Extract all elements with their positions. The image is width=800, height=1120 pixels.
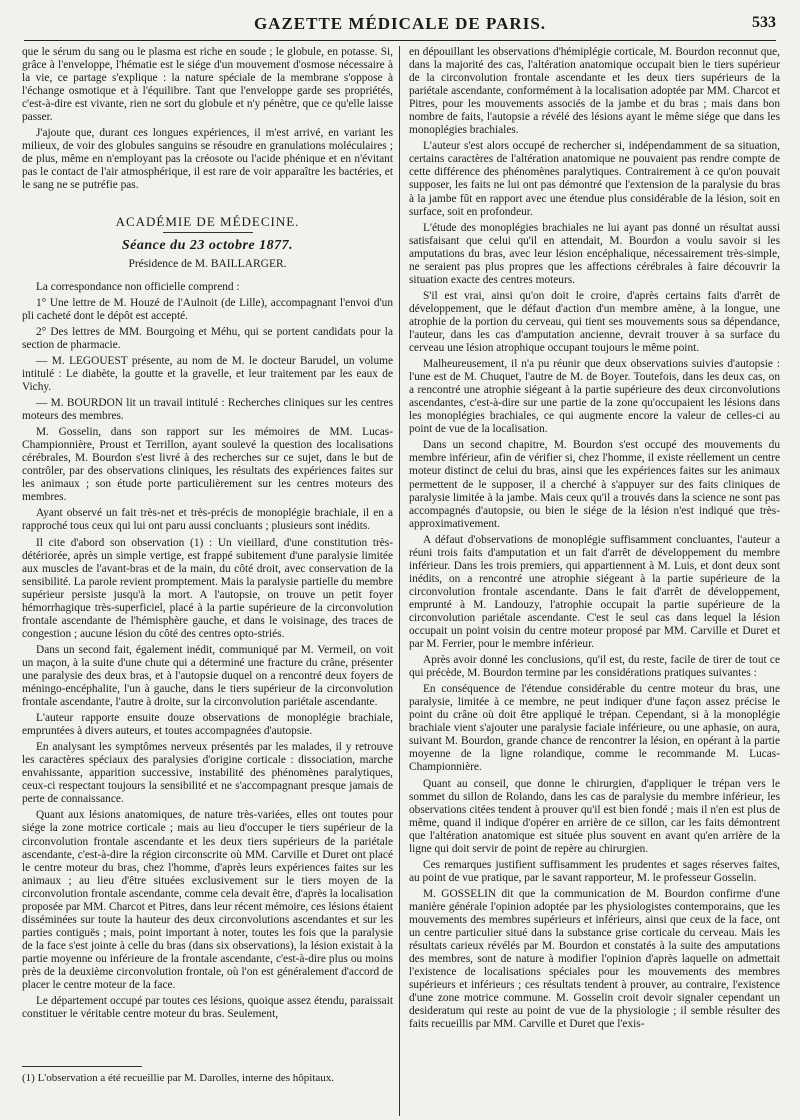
paragraph: — M. LEGOUEST présente, au nom de M. le docteur Barudel, un volume intitulé : Le diabète, la goutte et la gravelle, et leur traitement par les eaux de Vichy.	[22, 354, 393, 393]
page-header	[24, 14, 776, 41]
column-rule	[399, 46, 400, 1116]
paragraph: L'étude des monoplégies brachiales ne lui ayant pas donné un résultat aussi satisfaisant que celui qu'il en attendait, M. Bourdon a voulu savoir si les amputations du bras, avec leur lésion encéphalique, nécessairement très-simple, ne seraient pas plus propres que les affections cérébrales à faire découvrir la situation exacte des centres moteurs.	[409, 221, 780, 286]
session-title: Séance du 23 octobre 1877.	[121, 237, 294, 253]
paragraph: S'il est vrai, ainsi qu'on doit le croire, d'après certains faits d'arrêt de développement, que le défaut d'action d'un membre amène, à la longue, une atrophie de la portion du cerveau, qui tient ses mouvements sous sa dépendance, l'auteur, dans les cas d'amputation ancienne, devrait trouver à sa surface du cerveau une lésion atrophique occupant toujours le même point.	[409, 289, 780, 355]
paragraph: En analysant les symptômes nerveux présentés par les malades, il y retrouve les caractères spéciaux des paralysies d'origine corticale : dissociation, marche envahissante, apparition successive, instabilité des phénomènes paralytiques, ceux-ci respectant toujours la sensibilité et ne s'accompagnant presque jamais de perte de connaissance.	[22, 741, 393, 806]
paragraph: M. GOSSELIN dit que la communication de M. Bourdon confirme d'une manière générale l'opinion adoptée par les physiologistes contemporains, que les mouvements des membres supérieurs et inférieurs, ainsi que ceux de la face, ont un centre particulier situé dans la substance grise corticale du cerveau. Mais les résultats carieux révélés par M. Bourdon et constatés à la suite des amputations des membres, sont de nature à modifier l'opinion d'après laquelle on admettait l'existence de localisations spéciales pour les mouvements des membres supérieurs et inférieurs ; ces résultats tendent à prouver, au contraire, l'existence d'une zone motrice commune. M. Gosselin croit devoir signaler cependant un desideratum qui reste au point de vue de la physiologie ; il semble résulter des faits recueillis par MM. Carville et Duret que l'exis-	[409, 887, 780, 1031]
paragraph: que le sérum du sang ou le plasma est riche en soude ; le globule, en potasse. Si, grâce à l'enveloppe, l'hématie est le siége d'un mouvement d'osmose nécessaire à la vie, ce partage s'explique : la nature spéciale de la membrane s'oppose à l'échange osmotique et à l'équilibre. Tant que l'enveloppe garde ses propriétés, c'est-à-dire est vivante, rien ne sort du globule et n'y pénètre, que ce qu'elle laisse passer.	[22, 46, 393, 124]
paragraph: en dépouillant les observations d'hémiplégie corticale, M. Bourdon reconnut que, dans la majorité des cas, l'altération anatomique occupait bien le tiers supérieur de la circonvolution frontale ascendante et les deux tiers supérieurs de la pariétale ascendante, conformément à la localisation adoptée par MM. Charcot et Pitres, pour les mouvements associés de la jambe et du bras ; mais dans bon nombre de faits, l'autopsie a révélé des lésions ayant le même siége que dans les monoplégies brachiales.	[409, 46, 780, 137]
section-heading: ACADÉMIE DE MÉDECINE.	[115, 213, 300, 229]
paragraph: Après avoir donné les conclusions, qu'il est, du reste, facile de tirer de tout ce qui précède, M. Bourdon termine par les considérations pratiques suivantes :	[409, 654, 780, 680]
page-number: 533	[752, 14, 776, 31]
footnote: (1) L'observation a été recueillie par M. Darolles, interne des hôpitaux.	[22, 1072, 335, 1084]
section-header	[22, 215, 393, 271]
left-column	[22, 46, 393, 1062]
paragraph: 2° Des lettres de MM. Bourgoing et Méhu, qui se portent candidats pour la section de pharmacie.	[22, 325, 393, 351]
paragraph: Il cite d'abord son observation (1) : Un vieillard, d'une constitution très-détériorée, après un simple vertige, est frappé subitement d'une paralysie limitée aux muscles de l'avant-bras et de la main, du côté droit, avec conservation de la sensibilité. La parole revient promptement. Mais la paralysie partielle du membre supérieur persiste jusqu'à la mort. A l'autopsie, on trouve un petit foyer hémorrhagique très-superficiel, placé à la partie supérieure de la circonvolution frontale ascendante de l'hémisphère gauche, et dans le voisinage, des traces de congestion ; aucune lésion du côté des centres opto-striés.	[22, 536, 393, 640]
paragraph: Quant au conseil, que donne le chirurgien, d'appliquer le trépan vers le sommet du sillon de Rolando, dans les cas de paralysie du membre inférieur, les observations citées tendent à prouver qu'il est bien fondé ; mais il n'en est plus de même, quand il indique d'opérer en arrière de ce sillon, car les faits démontrent que l'altération anatomique est située plus souvent en avant qu'en arrière de la ligne qui doit servir de point de repère au chirurgien.	[409, 777, 780, 855]
paragraph: — M. BOURDON lit un travail intitulé : Recherches cliniques sur les centres moteurs des membres.	[22, 397, 393, 423]
paragraph: J'ajoute que, durant ces longues expériences, il m'est arrivé, en variant les milieux, de voir des globules sanguins se résoudre en granulations moléculaires ; de plus, même en n'employant pas la créosote ou l'acide phénique et en n'évitant pas le contact de l'air atmosphérique, il est rare de voir apparaître les bactéries, et le sang ne se putréfie pas.	[22, 127, 393, 192]
paragraph: L'auteur rapporte ensuite douze observations de monoplégie brachiale, empruntées à divers auteurs, et toutes accompagnées d'autopsie.	[22, 712, 393, 738]
paragraph: L'auteur s'est alors occupé de rechercher si, indépendamment de sa situation, certains caractères de l'altération anatomique ne pouvaient pas rendre compte de cette différence des phénomènes paralytiques. Contrairement à ce qu'on pouvait supposer, les faits ne lui ont pas démontré que l'extension de la paralysie du bras à la jambe fût en rapport avec une étendue plus considérable de la lésion, soit en surface, soit en profondeur.	[409, 140, 780, 218]
journal-title: GAZETTE MÉDICALE DE PARIS.	[253, 14, 547, 33]
paragraph: Le département occupé par toutes ces lésions, quoique assez étendu, paraissait constituer le véritable centre moteur du bras. Seulement,	[22, 995, 393, 1021]
paragraph: A défaut d'observations de monoplégie suffisamment concluantes, l'auteur a réuni trois faits d'amputation et un fait d'arrêt de développement du membre inférieur. Dans les trois premiers, qui appartiennent à M. Luis, et dont deux sont inédits, on a rencontré une atrophie siégeant à la partie supérieure de la circonvolution frontale ascendante. Dans le fait d'arrêt de développement, emprunté à M. Landouzy, l'atrophie occupait la partie supérieure de la circonvolution pariétale ascendante. C'est le seul cas dans lequel la lésion occupait un point voisin du centre moteur proposé par MM. Carville et Duret et par M. Ferrier, pour le membre inférieur.	[409, 533, 780, 651]
paragraph: Dans un second chapitre, M. Bourdon s'est occupé des mouvements du membre inférieur, afin de vérifier si, chez l'homme, il existe réellement un centre moteur distinct de celui du bras, ainsi que les expériences faites sur les animaux permettent de le supposer, il a cherché à s'appuyer sur des faits cliniques de paralysie limitée à la jambe. Mais ceux qu'il a trouvés dans la science ne sont pas accompagnés d'autopsie, ou bien le siége de la lésion n'est indiqué que très-approximativement.	[409, 439, 780, 530]
paragraph: Dans un second fait, également inédit, communiqué par M. Vermeil, on voit un maçon, à la suite d'une chute qui a déterminé une fracture du crâne, présenter une paralysie des deux bras, et à l'autopsie duquel on a rencontré deux foyers de méningo-encéphalite, l'un à gauche, dans le tiers supérieur de la circonvolution frontale ascendante, l'autre à droite, sur la circonvolution pariétale ascendante.	[22, 643, 393, 709]
paragraph: Ces remarques justifient suffisamment les prudentes et sages réserves faites, au point de vue pratique, par le savant rapporteur, M. le professeur Gosselin.	[409, 858, 780, 884]
paragraph: Ayant observé un fait très-net et très-précis de monoplégie brachiale, il en a rapproché tous ceux qui lui ont paru aussi concluants ; plusieurs sont inédits.	[22, 507, 393, 533]
divider	[163, 232, 253, 233]
paragraph: 1° Une lettre de M. Houzé de l'Aulnoit (de Lille), accompagnant l'envoi d'un pli cacheté dont le dépôt est accepté.	[22, 296, 393, 322]
paragraph: Quant aux lésions anatomiques, de nature très-variées, elles ont toutes pour siége la zone motrice corticale ; mais au lieu d'occuper le tiers supérieur de la circonvolution frontale ascendante et les deux tiers supérieurs de la pariétale ascendante, c'est-à-dire la région circonscrite où MM. Carville et Duret ont placé le centre moteur du bras, chez l'homme, d'après leurs expériences faites sur les animaux ; au lieu d'être situées exclusivement sur le tiers moyen de la circonvolution frontale ascendante, comme cela devait être, d'après la localisation proposée par MM. Charcot et Pitres, dans leur récent mémoire, ces lésions étaient disséminées sur toute la hauteur des deux circonvolutions ascendantes et sur les parties contiguës ; mais, point important à noter, toutes les fois que la paralysie de la face s'est jointe à celle du bras (dans six observations), la lésion existait à la partie moyenne ou inférieure de la frontale ascendante, c'est-à-dire plus ou moins près de la deuxième circonvolution frontale, où l'on est généralement d'accord de placer le centre moteur de la face.	[22, 809, 393, 992]
paragraph: La correspondance non officielle comprend :	[36, 280, 240, 293]
presidence-line: Présidence de M. BAILLARGER.	[128, 257, 287, 270]
footnote-rule	[22, 1066, 142, 1067]
right-column	[409, 46, 780, 1116]
paragraph: Malheureusement, il n'a pu réunir que deux observations suivies d'autopsie : l'une est de M. Chuquet, l'autre de M. de Boyer. Toutefois, dans les deux cas, on a rencontré une atrophie siégeant à la partie supérieure des deux circonvolutions ascendantes, c'est-à-dire sur une partie de la zone qu'occupaient les lésions dans les monoplégies brachiales, ce qui augmente encore la valeur de celles-ci au point de vue de la localisation.	[409, 358, 780, 436]
paragraph: En conséquence de l'étendue considérable du centre moteur du bras, une paralysie, limitée à ce membre, ne peut indiquer d'une façon assez précise le point du crâne où doit être appliqué le trépan. Cependant, si à la monoplégie brachiale vient s'ajouter une paralysie faciale inférieure, ou une aphasie, on aura, suivant M. Bourdon, grande chance de rencontrer la lésion, en opérant à la partie moyenne de la ligne rolandique, comme le recommande M. Lucas-Championnière.	[409, 683, 780, 774]
paragraph: M. Gosselin, dans son rapport sur les mémoires de MM. Lucas-Championnière, Proust et Terrillon, ayant soulevé la question des localisations cérébrales, M. Bourdon s'est livré à des recherches sur ce sujet, dans le but de contrôler, par des observations cliniques, les résultats des expériences faites sur les animaux ; son étude porte particulièrement sur les centres moteurs des membres.	[22, 426, 393, 504]
